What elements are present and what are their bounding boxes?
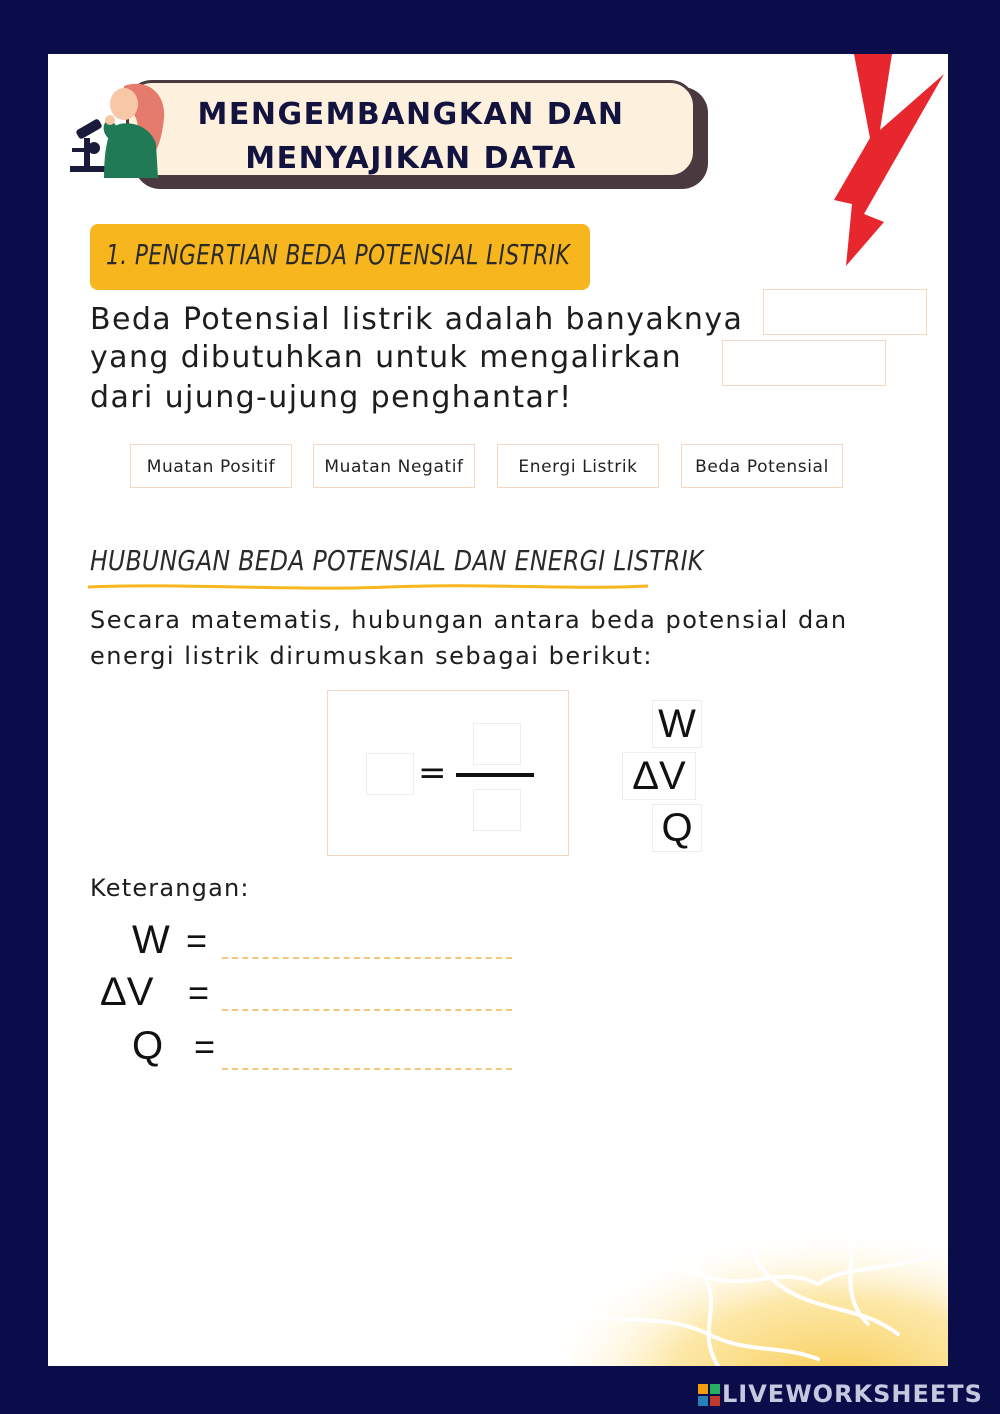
word-chip-energi-listrik[interactable]: Energi Listrik xyxy=(497,444,659,488)
legend-symbol-q: Q xyxy=(132,1024,164,1068)
page-title-line2: MENYAJIKAN DATA xyxy=(245,141,577,176)
relation-line-1: Secara matematis, hubungan antara beda potensial dan xyxy=(90,606,848,634)
section-heading-tag xyxy=(90,224,590,290)
word-chip-muatan-positif[interactable]: Muatan Positif xyxy=(130,444,292,488)
answer-blank-1[interactable] xyxy=(763,289,927,335)
relation-line-2: energi listrik dirumuskan sebagai berikut: xyxy=(90,642,653,670)
subsection-heading: HUBUNGAN BEDA POTENSIAL DAN ENERGI LISTRIK xyxy=(90,544,704,577)
formula-dropzone xyxy=(327,690,569,856)
worksheet-page xyxy=(48,54,948,1366)
legend-equals-q: = xyxy=(194,1026,216,1067)
formula-slot-numerator[interactable] xyxy=(473,723,521,765)
legend-symbol-delta-v: ΔV xyxy=(100,970,154,1014)
definition-line-1: Beda Potensial listrik adalah banyaknya xyxy=(90,302,744,337)
lightning-bolt-icon xyxy=(834,54,948,270)
legend-answer-delta-v[interactable] xyxy=(222,1009,512,1011)
legend-answer-w[interactable] xyxy=(222,957,512,959)
legend-answer-q[interactable] xyxy=(222,1068,512,1070)
formula-slot-left[interactable] xyxy=(366,753,414,795)
heading-underline xyxy=(88,582,648,592)
title-banner xyxy=(126,80,696,178)
legend-equals-w: = xyxy=(186,920,208,961)
legend-equals-delta-v: = xyxy=(188,972,210,1013)
electric-glow-decoration xyxy=(518,1164,948,1366)
section-heading: 1. PENGERTIAN BEDA POTENSIAL LISTRIK xyxy=(106,238,571,271)
formula-equals: = xyxy=(418,753,447,793)
variable-tile-q[interactable]: Q xyxy=(652,804,702,852)
liveworksheets-brand xyxy=(698,1380,983,1408)
brand-name: LIVEWORKSHEETS xyxy=(722,1380,983,1408)
variable-tile-delta-v[interactable]: ΔV xyxy=(622,752,696,800)
fraction-bar xyxy=(456,773,534,777)
definition-line-2: yang dibutuhkan untuk mengalirkan xyxy=(90,340,683,375)
word-chip-beda-potensial[interactable]: Beda Potensial xyxy=(681,444,843,488)
scientist-microscope-icon xyxy=(66,78,176,178)
word-chip-muatan-negatif[interactable]: Muatan Negatif xyxy=(313,444,475,488)
liveworksheets-logo-icon xyxy=(698,1384,720,1406)
keterangan-label: Keterangan: xyxy=(90,874,250,902)
formula-slot-denominator[interactable] xyxy=(473,789,521,831)
definition-line-3: dari ujung-ujung penghantar! xyxy=(90,380,573,415)
legend-symbol-w: W xyxy=(132,918,170,962)
page-title-line1: MENGEMBANGKAN DAN xyxy=(197,97,625,132)
variable-tile-w[interactable]: W xyxy=(652,700,702,748)
answer-blank-2[interactable] xyxy=(722,340,886,386)
